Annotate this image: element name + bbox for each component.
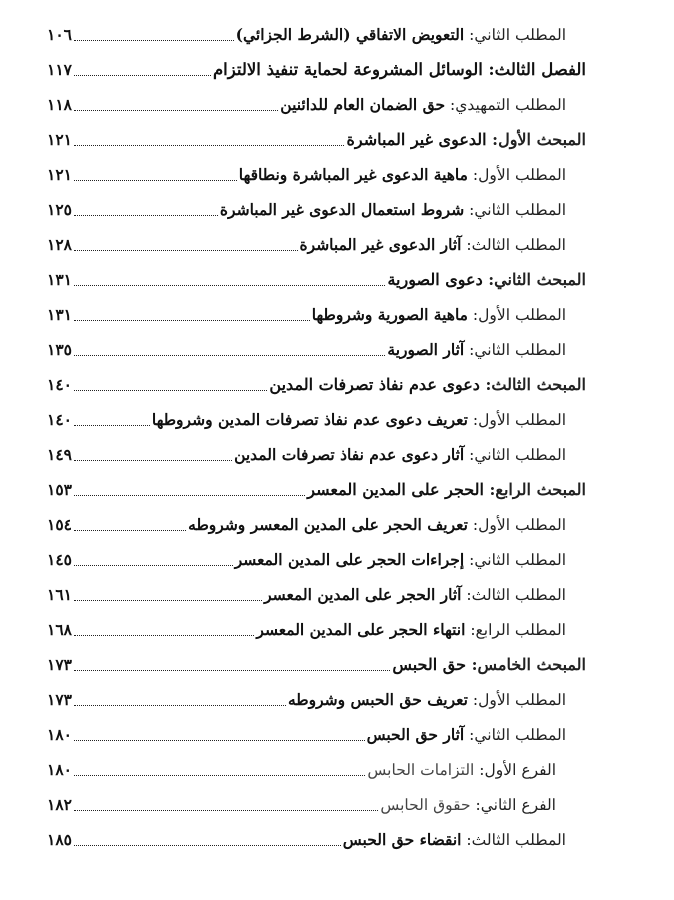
dot-leader: [74, 600, 262, 601]
toc-entry: [47, 787, 586, 822]
dot-leader: [74, 775, 365, 776]
toc-entry-title: [264, 585, 566, 605]
toc-page-number: ١٦١: [47, 585, 72, 604]
toc-chapter-entry: [47, 52, 586, 87]
dot-leader: [74, 145, 345, 146]
toc-entry-prefix: المطلب الأول:: [467, 690, 566, 709]
dot-leader: [74, 705, 286, 706]
toc-entry-title: [380, 795, 556, 815]
toc-entry-heading: تعريف الحجر على المدين المعسر وشروطه: [188, 514, 468, 534]
toc-entry-prefix: المطلب الثاني:: [464, 725, 566, 744]
toc-entry: [47, 192, 586, 227]
toc-entry-prefix: المطلب الأول:: [467, 410, 566, 429]
toc-entry: [47, 17, 586, 52]
dot-leader: [74, 250, 298, 251]
toc-page-number: ١٤٩: [47, 445, 72, 464]
toc-entry-title: [343, 830, 566, 850]
toc-entry-heading: ماهية الصورية وشروطها: [311, 304, 468, 324]
toc-entry-heading: آثار الصورية: [387, 339, 465, 359]
toc-entry-prefix: المبحث الرابع:: [483, 479, 586, 499]
toc-page-number: ١٢١: [47, 130, 72, 149]
toc-entry-prefix: الفرع الأول:: [474, 760, 556, 779]
dot-leader: [74, 565, 233, 566]
toc-entry-prefix: المطلب الأول:: [467, 305, 566, 324]
dot-leader: [74, 215, 218, 216]
toc-entry-heading: حقوق الحابس: [380, 795, 471, 814]
toc-entry: [47, 472, 586, 507]
toc-entry: [47, 612, 586, 647]
toc-page-number: ١٣٥: [47, 340, 72, 359]
toc-entry-title: [367, 725, 566, 745]
toc-entry-prefix: المطلب الثاني:: [464, 445, 566, 464]
toc-page-number: ١٨٥: [47, 830, 72, 849]
toc-entry-prefix: المطلب الثاني:: [464, 340, 566, 359]
dot-leader: [74, 495, 305, 496]
toc-page-number: ١١٨: [47, 95, 72, 114]
dot-leader: [74, 75, 211, 76]
toc-page-number: ١٢٨: [47, 235, 72, 254]
toc-entry-heading: التعويض الاتفاقي (الشرط الجزائي): [235, 24, 465, 44]
toc-entry-heading: آثار دعوى عدم نفاذ تصرفات المدين: [234, 444, 465, 464]
toc-entry: [47, 122, 586, 157]
toc-entry-heading: تعريف دعوى عدم نفاذ تصرفات المدين وشروطها: [151, 409, 468, 429]
toc-page-number: ١٧٣: [47, 690, 72, 709]
toc-entry-heading: شروط استعمال الدعوى غير المباشرة: [219, 199, 465, 219]
dot-leader: [74, 530, 186, 531]
dot-leader: [74, 425, 150, 426]
toc-page-number: ١٥٣: [47, 480, 72, 499]
toc-entry: [47, 542, 586, 577]
toc-entry-title: [312, 305, 566, 325]
toc-entry-title: [220, 200, 566, 220]
toc-entry-title: [387, 340, 566, 360]
dot-leader: [74, 180, 237, 181]
toc-entry-prefix: المطلب الأول:: [467, 165, 566, 184]
toc-entry-heading: آثار الدعوى غير المباشرة: [299, 234, 462, 254]
dot-leader: [74, 40, 234, 41]
table-of-contents: [47, 17, 586, 857]
toc-entry-prefix: الفرع الثاني:: [470, 795, 556, 814]
toc-entry-title: [234, 445, 566, 465]
toc-entry: [47, 367, 586, 402]
toc-entry-heading: انتهاء الحجر على المدين المعسر: [256, 619, 466, 639]
toc-page-number: ١٨٢: [47, 795, 72, 814]
toc-entry-title: [392, 655, 586, 675]
dot-leader: [74, 355, 385, 356]
toc-entry-title: [367, 760, 556, 780]
toc-page-number: ١٤٠: [47, 410, 72, 429]
toc-entry-heading: الدعوى غير المباشرة: [346, 129, 487, 149]
toc-entry-title: [239, 165, 566, 185]
toc-entry-prefix: المبحث الثاني:: [482, 269, 586, 289]
toc-entry-prefix: المبحث الأول:: [486, 129, 586, 149]
toc-entry-heading: الحجر على المدين المعسر: [307, 479, 484, 499]
toc-entry: [47, 87, 586, 122]
toc-entry-title: [213, 60, 586, 80]
toc-entry-title: [256, 620, 566, 640]
toc-entry-heading: انقضاء حق الحبس: [342, 829, 462, 849]
toc-entry-prefix: المطلب الثاني:: [464, 200, 566, 219]
toc-entry-title: [152, 410, 566, 430]
toc-entry-prefix: المطلب الأول:: [467, 515, 566, 534]
toc-entry-prefix: المطلب الثالث:: [461, 235, 566, 254]
toc-page-number: ١٤٠: [47, 375, 72, 394]
toc-entry: [47, 227, 586, 262]
toc-page-number: ١٦٨: [47, 620, 72, 639]
dot-leader: [74, 285, 385, 286]
toc-entry: [47, 647, 586, 682]
toc-entry-prefix: المطلب الثالث:: [461, 585, 566, 604]
toc-entry-prefix: المطلب الثاني:: [464, 25, 566, 44]
toc-entry-prefix: المطلب التمهيدي:: [445, 95, 566, 114]
toc-entry-title: [387, 270, 586, 290]
toc-entry-title: [288, 690, 566, 710]
toc-page-number: ١٠٦: [47, 25, 72, 44]
dot-leader: [74, 460, 232, 461]
toc-entry-title: [307, 480, 586, 500]
toc-entry-heading: التزامات الحابس: [367, 760, 475, 779]
toc-page-number: ١٥٤: [47, 515, 72, 534]
toc-entry-prefix: المبحث الخامس:: [466, 654, 586, 674]
toc-entry-heading: الفصل الثالث: الوسائل المشروعة لحماية تنفيذ الالتزام: [212, 59, 586, 79]
toc-entry: [47, 262, 586, 297]
toc-page-number: ١٤٥: [47, 550, 72, 569]
toc-entry-title: [236, 25, 566, 45]
toc-page-number: ١٨٠: [47, 760, 72, 779]
toc-page-number: ١٢٥: [47, 200, 72, 219]
toc-entry: [47, 297, 586, 332]
toc-entry: [47, 157, 586, 192]
dot-leader: [74, 740, 365, 741]
toc-entry-title: [300, 235, 566, 255]
toc-entry-heading: حق الحبس: [392, 654, 467, 674]
toc-entry-title: [280, 95, 566, 115]
dot-leader: [74, 320, 310, 321]
dot-leader: [74, 670, 390, 671]
dot-leader: [74, 845, 341, 846]
toc-entry-heading: ماهية الدعوى غير المباشرة ونطاقها: [238, 164, 468, 184]
toc-entry-prefix: المطلب الرابع:: [465, 620, 566, 639]
toc-entry: [47, 402, 586, 437]
toc-entry: [47, 437, 586, 472]
toc-entry-prefix: المبحث الثالث:: [479, 374, 586, 394]
toc-page-number: ١٢١: [47, 165, 72, 184]
toc-entry: [47, 577, 586, 612]
toc-entry-heading: حق الضمان العام للدائنين: [280, 94, 446, 114]
toc-entry-heading: آثار حق الحبس: [366, 724, 465, 744]
dot-leader: [74, 810, 378, 811]
toc-entry: [47, 822, 586, 857]
dot-leader: [74, 635, 254, 636]
toc-entry: [47, 717, 586, 752]
toc-entry: [47, 752, 586, 787]
toc-page-number: ١٣١: [47, 270, 72, 289]
toc-entry-title: [235, 550, 566, 570]
toc-page-number: ١٣١: [47, 305, 72, 324]
dot-leader: [74, 390, 267, 391]
toc-entry-heading: دعوى الصورية: [387, 269, 483, 289]
toc-entry-title: [188, 515, 566, 535]
toc-page-number: ١١٧: [47, 60, 72, 79]
toc-entry: [47, 507, 586, 542]
toc-entry-prefix: المطلب الثاني:: [464, 550, 566, 569]
toc-entry: [47, 332, 586, 367]
toc-entry-title: [346, 130, 586, 150]
toc-entry: [47, 682, 586, 717]
toc-page-number: ١٨٠: [47, 725, 72, 744]
dot-leader: [74, 110, 278, 111]
toc-entry-prefix: المطلب الثالث:: [461, 830, 566, 849]
toc-page-number: ١٧٣: [47, 655, 72, 674]
toc-entry-heading: دعوى عدم نفاذ تصرفات المدين: [269, 374, 480, 394]
toc-entry-heading: آثار الحجر على المدين المعسر: [264, 584, 462, 604]
toc-entry-heading: إجراءات الحجر على المدين المعسر: [234, 549, 465, 569]
toc-entry-heading: تعريف حق الحبس وشروطه: [287, 689, 468, 709]
toc-entry-title: [269, 375, 586, 395]
